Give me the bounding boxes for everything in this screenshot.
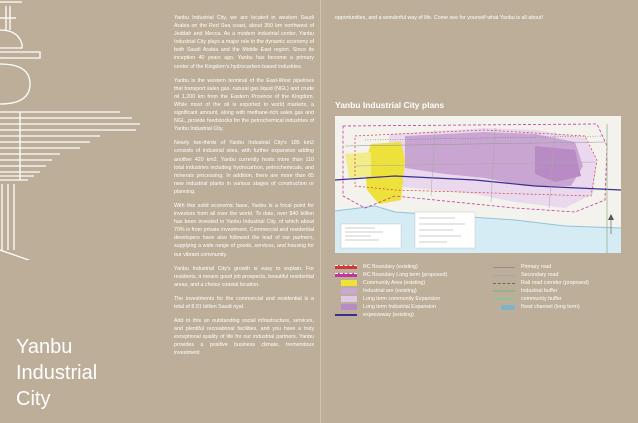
paragraph: Nearly two-thirds of Yanbu Industrial City's 185 km2 consists of industrial sites, with further expansion adding another 420 km2. Yanbu currently hosts more than 110 total industries including hydrocarbon, petrochemicals, and minerals processing. In addition, there are more than 65 new industrial plants in various stages of construction or planning. bbox=[174, 140, 314, 195]
legend-label: Secondary road bbox=[521, 272, 559, 278]
legend-label: Long term Industrial Expansion bbox=[363, 304, 437, 310]
legend-label: flood channel (long term) bbox=[521, 304, 580, 310]
legend-column-left bbox=[335, 263, 495, 319]
legend-label: Industrial buffer bbox=[521, 288, 558, 294]
map-heading: Yanbu Industrial City plans bbox=[335, 100, 445, 110]
legend-item bbox=[335, 279, 495, 287]
legend-swatch bbox=[493, 275, 515, 276]
legend-swatch bbox=[341, 288, 357, 294]
legend-swatch bbox=[493, 290, 515, 292]
legend-label: RC Boundary (existing) bbox=[363, 264, 418, 270]
paragraph: opportunities, and a wonderful way of life. Come see for yourself what Yanbu is all about! bbox=[335, 15, 543, 21]
legend-swatch bbox=[493, 298, 515, 300]
skyline-illustration bbox=[0, 0, 160, 260]
legend-label: Rail road corridor (proposed) bbox=[521, 280, 589, 286]
legend-item bbox=[493, 303, 623, 311]
legend-item bbox=[335, 287, 495, 295]
legend-swatch bbox=[341, 280, 357, 286]
legend-item bbox=[493, 279, 623, 287]
legend-swatch bbox=[335, 273, 357, 277]
title-line-3: City bbox=[16, 388, 51, 410]
legend-swatch bbox=[501, 305, 515, 310]
legend-item bbox=[335, 263, 495, 271]
paragraph: Yanbu Industrial City, we are located in western Saudi Arabia on the Red Sea coast, about 350 km northwest of Jeddah and Mecca. As a modern industrial center, Yanbu Industrial City plays a major role in the dynamic economy of both Saudi Arabia and the Middle East region. Since its inception 40 years ago, Yanbu has become a primary center of the Kingdom's hydrocarbon-based industries. bbox=[174, 15, 314, 70]
legend-swatch bbox=[493, 267, 515, 268]
body-text-column bbox=[174, 14, 314, 364]
legend-label: RC Boundary Long term (proposed) bbox=[363, 272, 448, 278]
title-line-1: Yanbu bbox=[16, 336, 73, 358]
paragraph: Add to this an outstanding social infrastructure, services, and plentiful recreational facilities, and you have a truly exceptional quality of life for our industrial partners. Yanbu provides a positive business climate, tremendous investment bbox=[174, 318, 314, 357]
legend-item bbox=[335, 271, 495, 279]
legend-item bbox=[335, 303, 495, 311]
legend-label: expressway (existing) bbox=[363, 312, 414, 318]
page-title bbox=[16, 334, 156, 412]
legend-swatch bbox=[341, 296, 357, 302]
paragraph: The investments for the commercial and residential is a total of 8.91 billion Saudi riyal. bbox=[174, 295, 314, 310]
paragraph: Yanbu Industrial City's growth is easy to explain. For residents, it means good job prospects, beautiful residential areas, and a choice coastal location. bbox=[174, 265, 314, 288]
legend-item bbox=[493, 271, 623, 279]
legend-label: Long term community Expansion bbox=[363, 296, 441, 302]
map-image bbox=[335, 116, 621, 253]
legend-swatch bbox=[341, 304, 357, 310]
legend-swatch bbox=[335, 314, 357, 316]
legend-column-right bbox=[493, 263, 623, 311]
legend-item bbox=[493, 263, 623, 271]
title-line-2: Industrial bbox=[16, 362, 98, 384]
legend-item bbox=[335, 311, 495, 319]
legend-item bbox=[493, 295, 623, 303]
legend-label: Industrial are (existing) bbox=[363, 288, 417, 294]
legend-item bbox=[493, 287, 623, 295]
legend-label: community buffer bbox=[521, 296, 562, 302]
page-fold-divider bbox=[320, 0, 321, 423]
paragraph: Yanbu is the western terminal of the East-West pipelines that transport sales gas, natural gas liquid (NGL) and crude oil 1,200 km from the Eastern Province of the Kingdom. While most of the oil is exported to world markets, a significant amount, along with methane-rich sales gas and NGL, provide feedstocks for the petrochemical industries of Yanbu Industrial City. bbox=[174, 77, 314, 133]
continued-text bbox=[335, 14, 625, 22]
legend-swatch bbox=[493, 283, 515, 284]
legend-item bbox=[335, 295, 495, 303]
legend-swatch bbox=[335, 265, 357, 269]
legend-label: Community Area (existing) bbox=[363, 280, 426, 286]
paragraph: With this solid economic base, Yanbu is a focal point for investors from all over the world. To date, over $40 billion has been invested in Yanbu Industrial City, of which about 70% is from private investment. Commercial and residential developers have also followed the lead of our partners, supplying a wide range of goods, services, and housing for our vibrant community. bbox=[174, 202, 314, 258]
development-plan-map bbox=[335, 116, 621, 253]
legend-label: Primary road bbox=[521, 264, 552, 270]
